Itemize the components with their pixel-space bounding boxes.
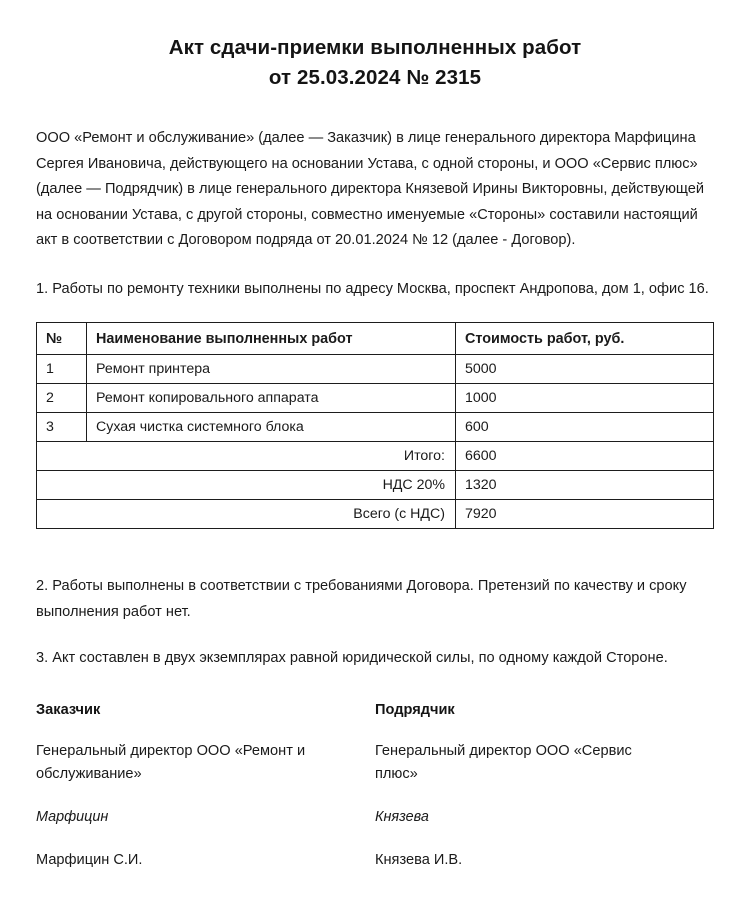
table-row [37, 355, 714, 384]
customer-name: Марфицин С.И. [36, 851, 143, 868]
works-table [36, 322, 714, 529]
intro-paragraph: ООО «Ремонт и обслуживание» (далее — Заказчик) в лице генерального директора Марфицина Сергея Ивановича, действующего на основании Устава, с одной стороны, и ООО «Сервис плюс» (далее — Подрядчик) в лице генерального директора Князевой Ирины Викторовны, действующей на основании Устава, с другой стороны, совместно именуемые «Стороны» составили настоящий акт в соответствии с Договором подряда от 20.01.2024 № 12 (далее - Договор). [36, 130, 705, 248]
works-table-body [37, 355, 714, 529]
column-header-number: № [37, 323, 87, 355]
contractor-role-label: Подрядчик [375, 701, 455, 718]
customer-position: Генеральный директор ООО «Ремонт и обслуживание» [36, 742, 306, 782]
column-header-price: Стоимость работ, руб. [456, 323, 714, 355]
totals-value-vat: 1320 [456, 471, 714, 500]
column-header-work-name: Наименование выполненных работ [87, 323, 456, 355]
clause-2-paragraph: 2. Работы выполнены в соответствии с требованиями Договора. Претензий по качеству и сроку выполнения работ нет. [36, 578, 687, 620]
totals-value-grand-total: 7920 [456, 500, 714, 529]
contractor-signature: Князева [375, 808, 429, 825]
cell-price: 600 [456, 413, 714, 442]
totals-row-vat [37, 471, 714, 500]
cell-number: 1 [37, 355, 87, 384]
table-row [37, 384, 714, 413]
signature-block [36, 672, 714, 871]
table-row [37, 413, 714, 442]
clause-1-paragraph: 1. Работы по ремонту техники выполнены по адресу Москва, проспект Андропова, дом 1, офис 16. [36, 280, 709, 297]
cell-work-name: Ремонт копировального аппарата [87, 384, 456, 413]
clause-3-paragraph: 3. Акт составлен в двух экземплярах равной юридической силы, по одному каждой Стороне. [36, 650, 668, 666]
cell-number: 2 [37, 384, 87, 413]
cell-work-name: Сухая чистка системного блока [87, 413, 456, 442]
page-title-line-1: Акт сдачи-приемки выполненных работ [168, 36, 582, 59]
totals-row-subtotal [37, 442, 714, 471]
contractor-position: Генеральный директор ООО «Сервис плюс» [375, 742, 632, 782]
works-table-head [37, 323, 714, 355]
works-table-header-row [37, 323, 714, 355]
page-title-line-2: от 25.03.2024 № 2315 [268, 66, 482, 89]
signature-column-contractor [375, 699, 714, 871]
customer-signature: Марфицин [36, 808, 109, 825]
cell-work-name: Ремонт принтера [87, 355, 456, 384]
totals-row-grand-total [37, 500, 714, 529]
totals-label-subtotal: Итого: [37, 442, 456, 471]
cell-price: 1000 [456, 384, 714, 413]
totals-label-grand-total: Всего (с НДС) [37, 500, 456, 529]
contractor-name: Князева И.В. [375, 851, 463, 868]
signature-column-customer [36, 699, 375, 871]
page-title [36, 0, 714, 93]
cell-price: 5000 [456, 355, 714, 384]
totals-value-subtotal: 6600 [456, 442, 714, 471]
totals-label-vat: НДС 20% [37, 471, 456, 500]
cell-number: 3 [37, 413, 87, 442]
customer-role-label: Заказчик [36, 701, 101, 718]
